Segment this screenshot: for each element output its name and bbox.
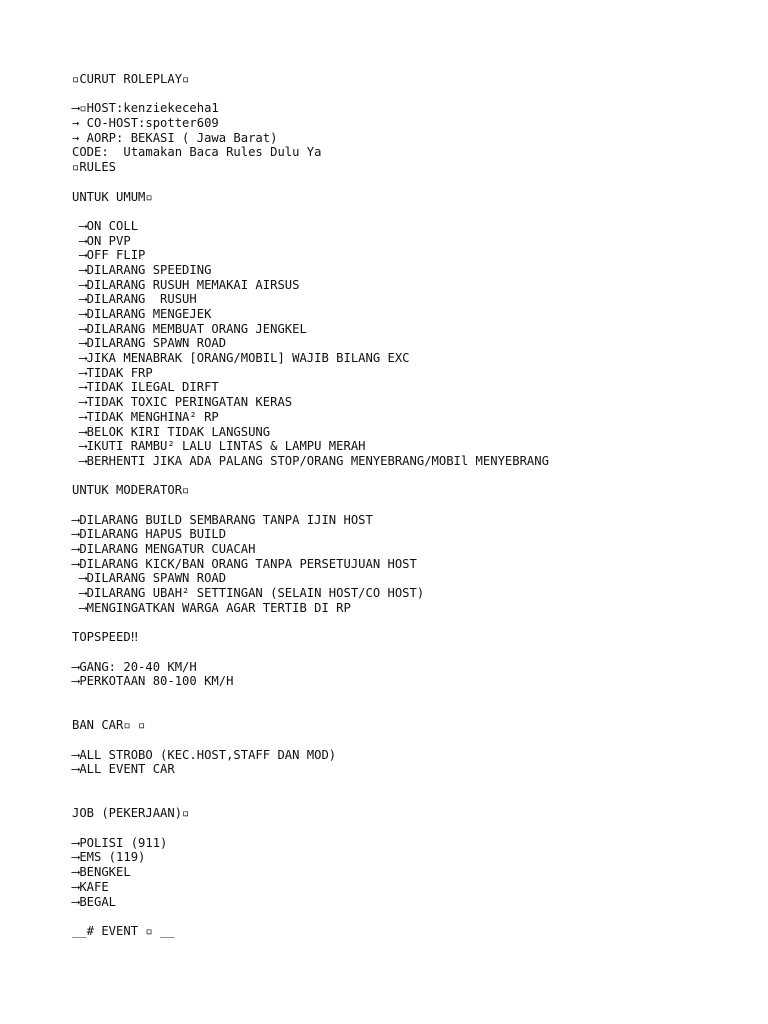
- text-line: [72, 733, 752, 748]
- text-line: ⟶BENGKEL: [72, 865, 131, 880]
- text-line: ⟶DILARANG MENGEJEK: [72, 307, 212, 321]
- text-line: ⟶ALL EVENT CAR: [72, 762, 175, 777]
- text-line: TOPSPEED‼: [72, 630, 139, 645]
- text-line: ⟶BELOK KIRI TIDAK LANGSUNG: [72, 424, 271, 439]
- text-line: [72, 175, 752, 190]
- text-line: ⟶DILARANG SPEEDING: [72, 262, 212, 277]
- text-line: → CO-HOST:spotter609: [72, 116, 219, 131]
- text-line: ⟶DILARANG SPAWN ROAD: [72, 571, 227, 586]
- text-line: ⟶MENGINGATKAN WARGA AGAR TERTIB DI RP: [72, 600, 351, 615]
- text-line: ⟶TIDAK FRP: [72, 365, 153, 380]
- text-line: [72, 469, 752, 484]
- text-line: [72, 792, 752, 807]
- text-line: ⟶DILARANG RUSUH: [72, 292, 197, 307]
- text-line: ⟶DILARANG UBAH² SETTINGAN (SELAIN HOST/CO HOST): [72, 586, 425, 601]
- text-line: ⟶TIDAK TOXIC PERINGATAN KERAS: [72, 395, 293, 410]
- text-line: ⟶PERKOTAAN 80-100 KM/H: [72, 674, 234, 689]
- text-line: ⟶▫HOST:kenziekeceha1: [72, 101, 219, 116]
- text-line: BAN CAR▫ ▫: [72, 718, 146, 733]
- text-line: [72, 689, 752, 704]
- text-line: ⟶BERHENTI JIKA ADA PALANG STOP/ORANG MENYEBRANG/MOBIl MENYEBRANG: [72, 453, 549, 468]
- text-line: [72, 204, 752, 219]
- text-line: ▫RULES: [72, 160, 117, 175]
- text-line: __# EVENT ▫ __: [72, 923, 175, 938]
- text-line: ⟶ON COLL: [72, 218, 139, 233]
- text-line: ▫CURUT ROLEPLAY▫: [72, 72, 190, 86]
- text-line: → AORP: BEKASI ( Jawa Barat): [72, 130, 278, 145]
- text-line: ⟶POLISI (911): [72, 835, 168, 850]
- text-line: ⟶DILARANG HAPUS BUILD: [72, 527, 227, 542]
- text-line: ⟶TIDAK ILEGAL DIRFT: [72, 380, 219, 395]
- text-line: ⟶DILARANG MENGATUR CUACAH: [72, 542, 256, 556]
- text-line: ⟶IKUTI RAMBU² LALU LINTAS & LAMPU MERAH: [72, 439, 366, 454]
- text-line: ⟶ALL STROBO (KEC.HOST,STAFF DAN MOD): [72, 747, 337, 762]
- text-line: UNTUK UMUM▫: [72, 189, 153, 204]
- text-line: ⟶KAFE: [72, 879, 109, 894]
- text-line: ⟶BEGAL: [72, 894, 117, 909]
- text-line: ⟶DILARANG KICK/BAN ORANG TANPA PERSETUJUAN HOST: [72, 556, 417, 571]
- text-line: [72, 704, 752, 719]
- text-line: JOB (PEKERJAAN)▫: [72, 806, 190, 821]
- text-line: [72, 615, 752, 630]
- text-line: [72, 645, 752, 660]
- text-line: CODE: Utamakan Baca Rules Dulu Ya: [72, 145, 322, 160]
- text-line: ⟶ON PVP: [72, 233, 131, 248]
- text-line: ⟶OFF FLIP: [72, 248, 146, 263]
- text-line: [72, 909, 752, 924]
- text-line: [72, 87, 752, 102]
- text-line: ⟶EMS (119): [72, 850, 146, 865]
- text-line: ⟶DILARANG BUILD SEMBARANG TANPA IJIN HOST: [72, 512, 373, 527]
- text-line: UNTUK MODERATOR▫: [72, 483, 190, 498]
- text-line: [72, 777, 752, 792]
- text-line: ⟶TIDAK MENGHINA² RP: [72, 409, 219, 424]
- text-line: [72, 821, 752, 836]
- text-line: ⟶DILARANG SPAWN ROAD: [72, 336, 227, 351]
- text-line: [72, 498, 752, 513]
- document-text: [72, 72, 752, 939]
- text-line: ⟶DILARANG MEMBUAT ORANG JENGKEL: [72, 321, 307, 336]
- text-line: ⟶JIKA MENABRAK [ORANG/MOBIL] WAJIB BILANG EXC: [72, 351, 410, 366]
- text-line: ⟶GANG: 20-40 KM/H: [72, 659, 197, 674]
- text-line: ⟶DILARANG RUSUH MEMAKAI AIRSUS: [72, 277, 300, 292]
